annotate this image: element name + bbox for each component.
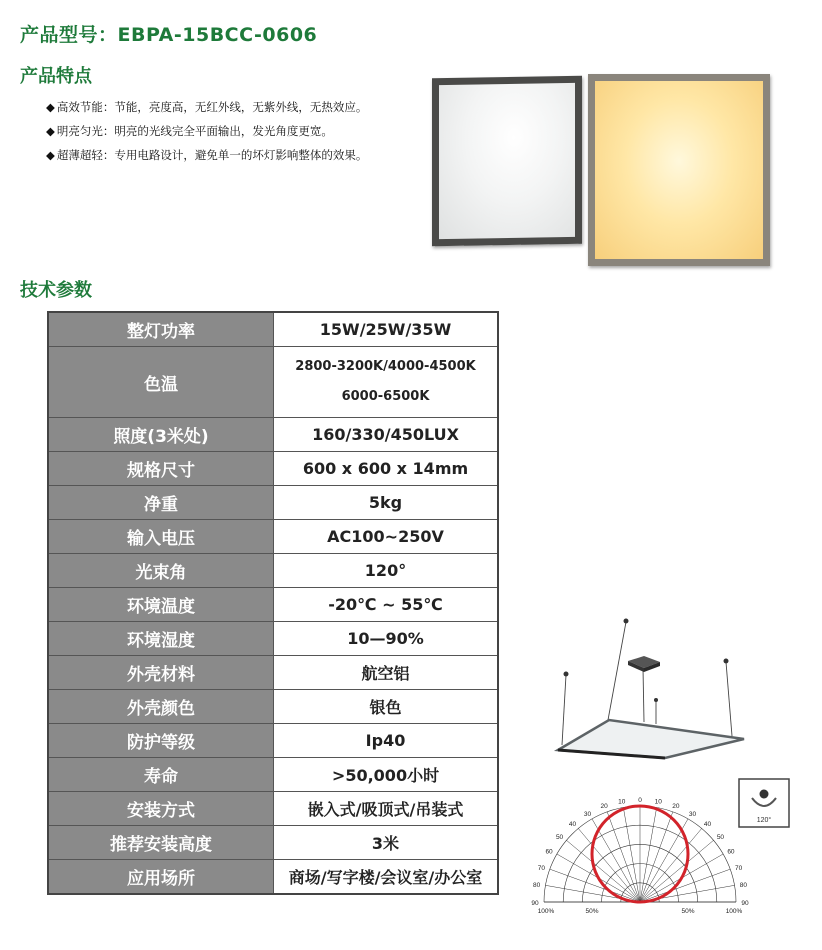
spec-row	[48, 724, 498, 758]
suspension-wire	[726, 662, 732, 736]
spec-value: 10—90%	[274, 622, 499, 656]
spec-row	[48, 554, 498, 588]
spec-label: 环境温度	[48, 588, 274, 622]
angle-tick-label: 30	[583, 810, 592, 818]
angle-tick-label: 20	[600, 803, 608, 811]
ceiling-anchor-icon	[624, 619, 629, 624]
feature-text: 明亮的光线完全平面输出，发光角度更宽。	[114, 124, 333, 138]
diamond-bullet-icon: ◆	[46, 124, 55, 138]
angle-tick-label: 60	[545, 848, 553, 856]
spec-value	[274, 347, 499, 418]
spec-value: -20℃ ~ 55℃	[274, 588, 499, 622]
light-distribution-diagram	[525, 790, 755, 920]
spec-row	[48, 347, 498, 418]
spec-label: 应用场所	[48, 860, 274, 895]
feature-item	[46, 143, 367, 167]
spec-label: 整灯功率	[48, 312, 274, 347]
beam-angle-label: 120°	[756, 817, 772, 824]
angle-tick-label: 70	[537, 864, 545, 872]
feature-name: 明亮匀光：	[56, 124, 115, 138]
angle-tick-label: 80	[532, 882, 541, 890]
percent-tick-label: 50%	[681, 908, 695, 915]
spec-value: 嵌入式/吸顶式/吊装式	[274, 792, 499, 826]
feature-item	[46, 95, 367, 119]
spec-label: 规格尺寸	[48, 452, 274, 486]
angle-tick-label: 90	[741, 900, 749, 907]
spec-label: 光束角	[48, 554, 274, 588]
product-model-heading	[20, 20, 317, 47]
diamond-bullet-icon: ◆	[46, 100, 55, 114]
spec-value: 5kg	[274, 486, 499, 520]
spec-label: 净重	[48, 486, 274, 520]
angle-tick-label: 30	[688, 810, 697, 818]
ceiling-anchor-icon	[564, 672, 569, 677]
warm-white-panel-photo	[588, 74, 770, 266]
ceiling-anchor-icon	[654, 698, 658, 702]
spec-label: 外壳材料	[48, 656, 274, 690]
spec-row	[48, 622, 498, 656]
percent-tick-label: 100%	[537, 908, 555, 915]
angle-tick-label: 50	[716, 833, 725, 841]
ceiling-anchor-icon	[724, 659, 729, 664]
angle-tick-label: 40	[568, 821, 577, 829]
specs-title: 技术参数	[20, 280, 92, 301]
product-model-value: EBPA-15BCC-0606	[117, 24, 318, 46]
spec-label: 寿命	[48, 758, 274, 792]
spec-row	[48, 826, 498, 860]
features-title: 产品特点	[20, 66, 92, 87]
spec-value: >50,000小时	[274, 758, 499, 792]
spec-value: AC100~250V	[274, 520, 499, 554]
angle-tick-label: 0	[638, 797, 642, 804]
spec-label: 色温	[48, 347, 274, 418]
spec-value: 银色	[274, 690, 499, 724]
spec-row	[48, 758, 498, 792]
spec-row	[48, 418, 498, 452]
suspension-wire	[562, 675, 566, 745]
spec-row	[48, 656, 498, 690]
spec-row	[48, 486, 498, 520]
feature-name: 超薄超轻：	[56, 148, 115, 162]
spec-row	[48, 520, 498, 554]
spec-value: 商场/写字楼/会议室/办公室	[274, 860, 499, 895]
spec-label: 推荐安装高度	[48, 826, 274, 860]
spec-label: 安装方式	[48, 792, 274, 826]
angle-tick-label: 50	[555, 833, 564, 841]
angle-tick-label: 60	[727, 848, 735, 856]
product-model-label: 产品型号：	[20, 24, 118, 46]
suspension-wire	[608, 622, 626, 720]
spec-row	[48, 792, 498, 826]
spec-value: 120°	[274, 554, 499, 588]
feature-item	[46, 119, 367, 143]
spec-row	[48, 690, 498, 724]
spec-label: 环境湿度	[48, 622, 274, 656]
spec-table	[47, 311, 499, 895]
spec-row	[48, 588, 498, 622]
spec-label: 输入电压	[48, 520, 274, 554]
spec-value: 160/330/450LUX	[274, 418, 499, 452]
angle-tick-label: 20	[672, 803, 680, 811]
percent-tick-label: 100%	[725, 908, 743, 915]
spec-value: Ip40	[274, 724, 499, 758]
feature-list	[46, 95, 367, 167]
angle-tick-label: 10	[654, 798, 662, 806]
spec-value: 航空铝	[274, 656, 499, 690]
spec-value: 600 x 600 x 14mm	[274, 452, 499, 486]
power-cable	[643, 668, 644, 722]
spec-value-line: 6000-6500K	[341, 389, 430, 404]
angle-tick-label: 40	[703, 821, 712, 829]
angle-tick-label: 80	[739, 882, 748, 890]
angle-tick-label: 70	[735, 864, 743, 872]
spec-label: 照度(3米处)	[48, 418, 274, 452]
spec-row	[48, 452, 498, 486]
diamond-bullet-icon: ◆	[46, 148, 55, 162]
cool-white-panel-photo	[432, 76, 582, 247]
suspended-installation-illustration	[548, 612, 748, 762]
spec-value: 3米	[274, 826, 499, 860]
spec-label: 防护等级	[48, 724, 274, 758]
feature-name: 高效节能：	[56, 100, 115, 114]
spec-row	[48, 312, 498, 347]
percent-tick-label: 50%	[585, 908, 599, 915]
angle-tick-label: 10	[618, 798, 626, 806]
spec-value-line: 2800-3200K/4000-4500K	[295, 359, 476, 374]
feature-text: 节能，亮度高，无红外线，无紫外线，无热效应。	[114, 100, 368, 114]
spec-label: 外壳颜色	[48, 690, 274, 724]
feature-text: 专用电路设计，避免单一的坏灯影响整体的效果。	[114, 148, 368, 162]
angle-tick-label: 90	[531, 900, 539, 907]
spec-row	[48, 860, 498, 895]
spec-value: 15W/25W/35W	[274, 312, 499, 347]
